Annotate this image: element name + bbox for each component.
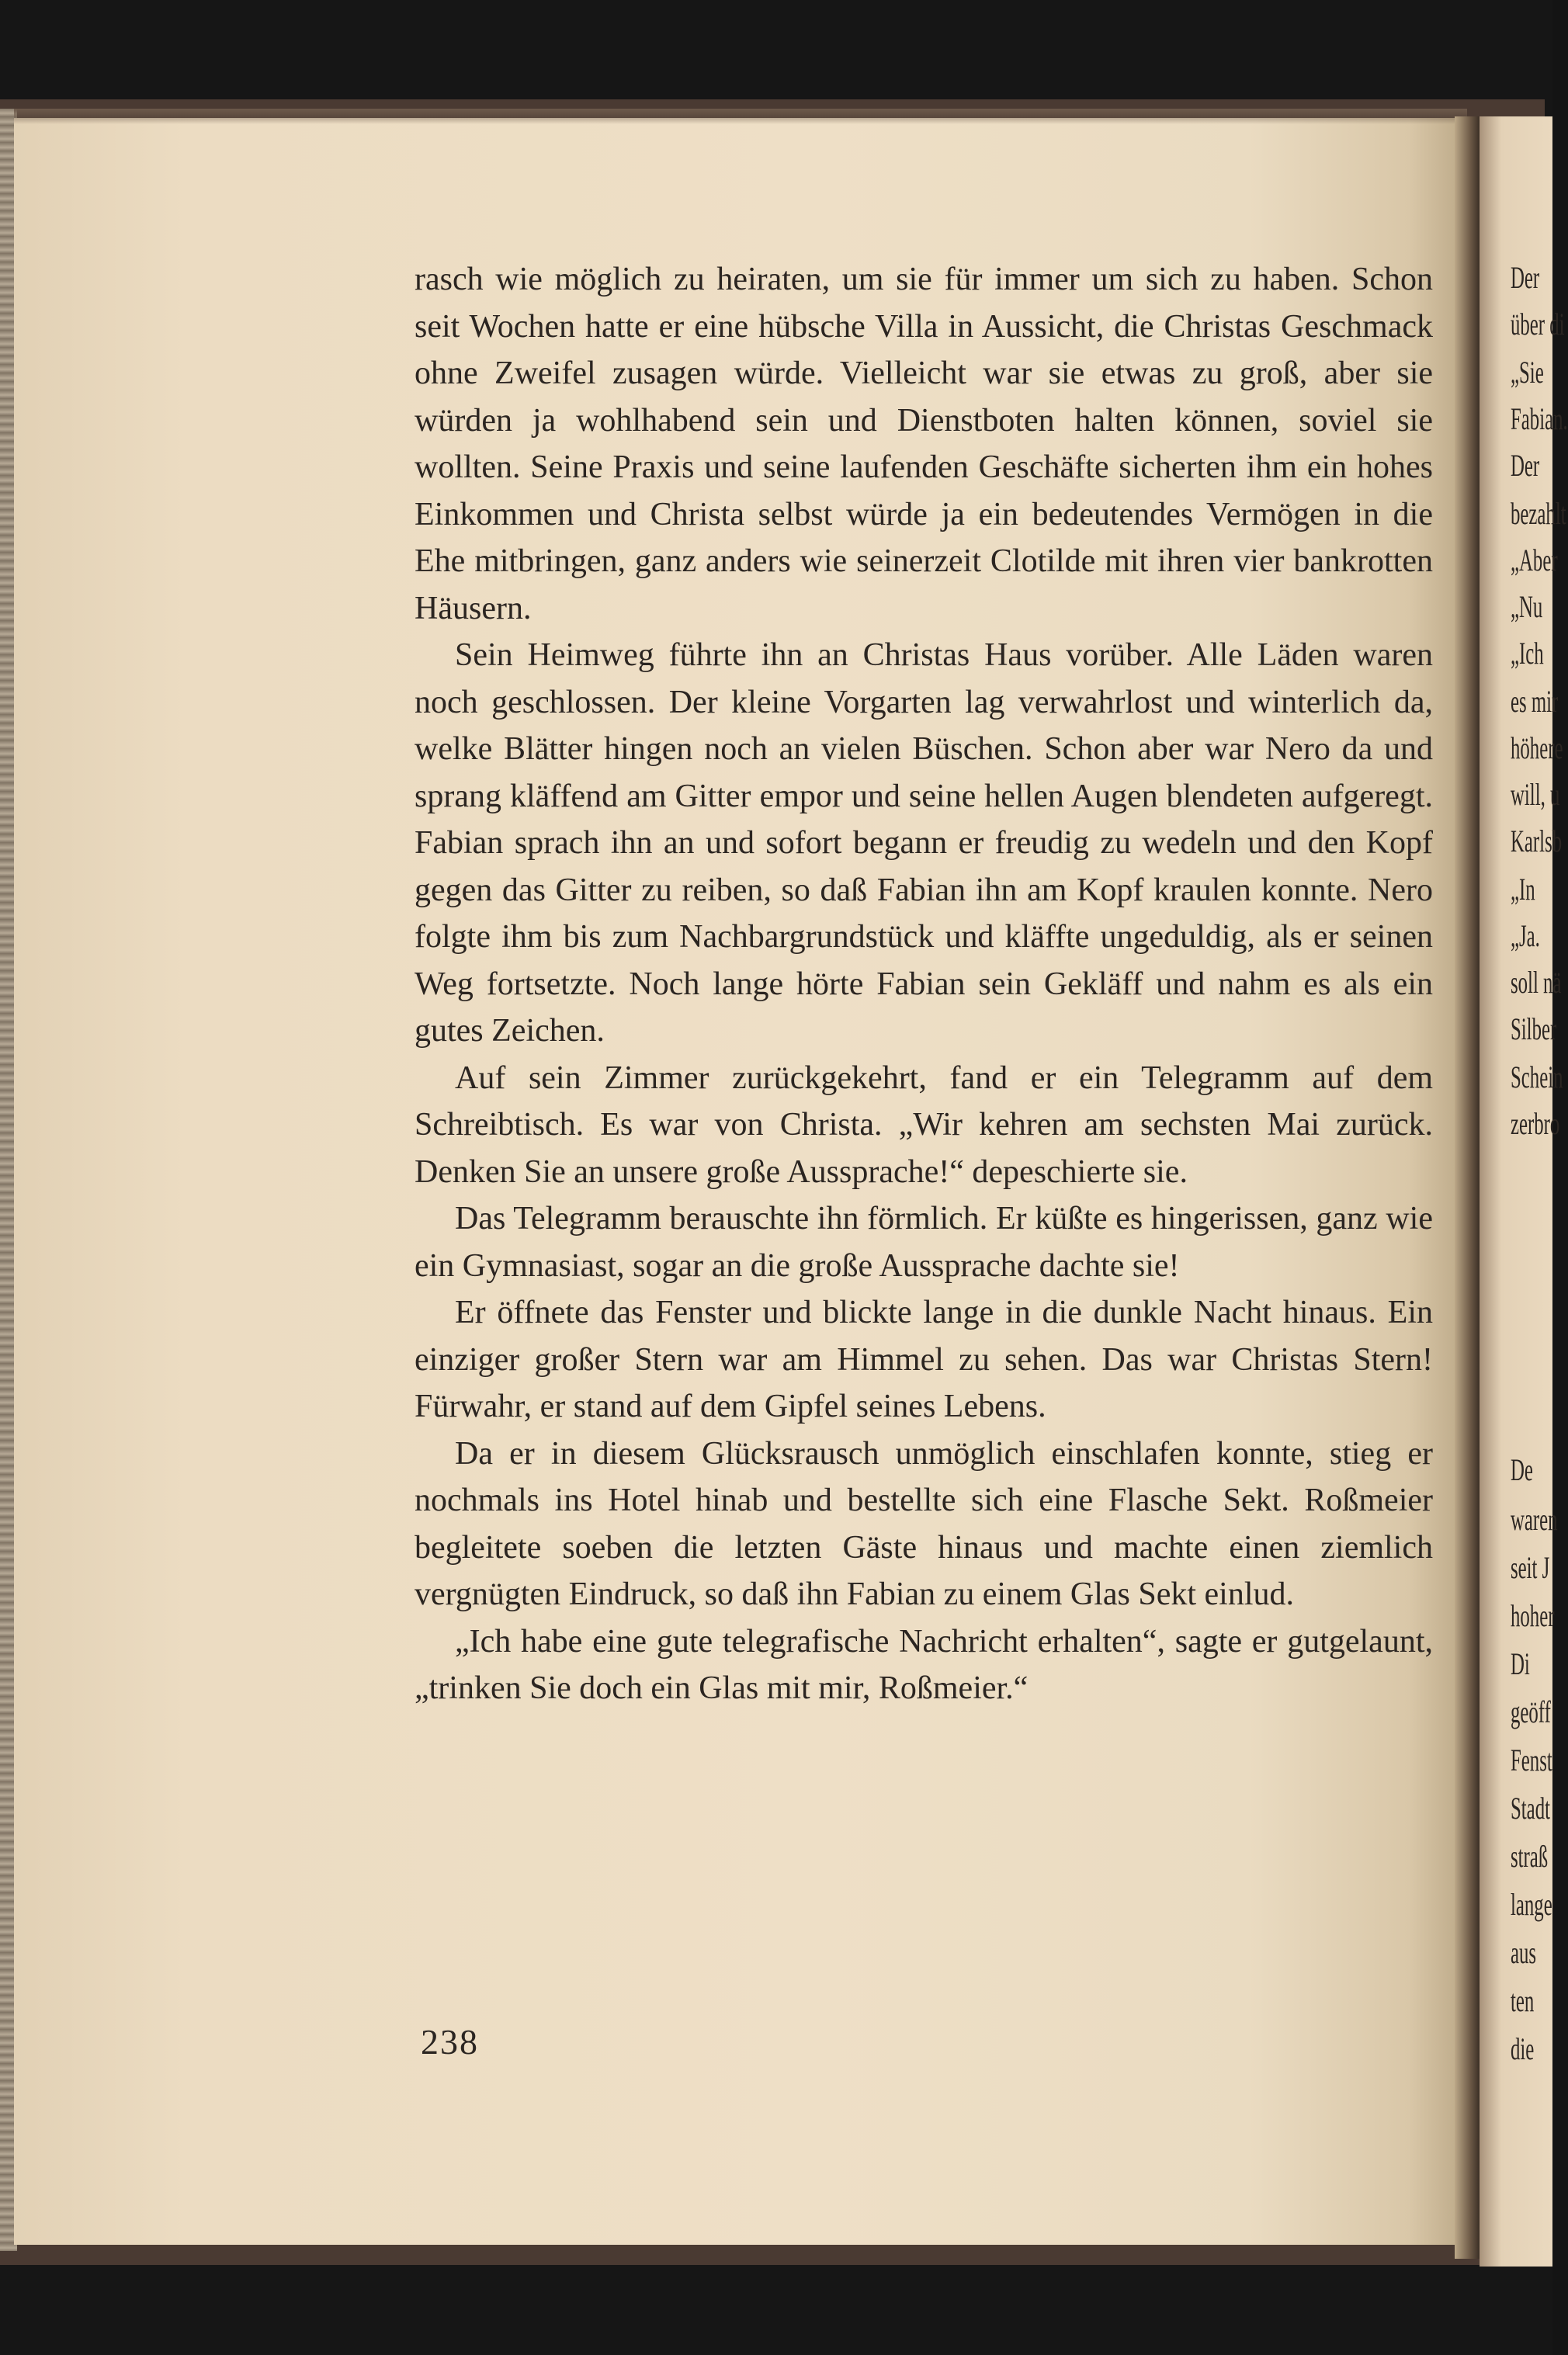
facing-page-fragment: lange bbox=[1511, 1887, 1552, 1922]
facing-page-fragment: aus bbox=[1511, 1935, 1537, 1970]
facing-page-fragment: „Sie bbox=[1511, 355, 1544, 390]
facing-page bbox=[1480, 116, 1568, 2267]
facing-page-fragment: Stadt bbox=[1511, 1791, 1550, 1826]
page-shadow bbox=[14, 109, 1467, 124]
facing-page-fragment: „Aber bbox=[1511, 543, 1558, 577]
facing-page-fragment: Schein bbox=[1511, 1060, 1563, 1094]
facing-page-fragment: Fenst bbox=[1511, 1743, 1552, 1778]
page-number: 238 bbox=[421, 2022, 479, 2062]
facing-page-fragment: Karlsb bbox=[1511, 824, 1563, 858]
facing-page-fragment: waren bbox=[1511, 1502, 1558, 1537]
facing-page-fragment: Fabian. bbox=[1511, 401, 1568, 436]
facing-page-fragment: Silber bbox=[1511, 1011, 1557, 1046]
facing-page-fragment: Der bbox=[1511, 448, 1540, 483]
body-text bbox=[415, 256, 1433, 1712]
facing-page-fragment: soll nä bbox=[1511, 965, 1562, 1000]
facing-page-fragment: seit J bbox=[1511, 1550, 1550, 1585]
facing-page-fragment: will, u bbox=[1511, 777, 1560, 812]
facing-page-fragment: die bbox=[1511, 2031, 1535, 2066]
facing-page-fragment: über di bbox=[1511, 307, 1565, 342]
facing-page-fragment: höhere bbox=[1511, 730, 1563, 765]
book-gutter bbox=[1455, 116, 1483, 2259]
facing-page-fragment: „In bbox=[1511, 872, 1535, 907]
facing-page-fragment: ten bbox=[1511, 1983, 1535, 2018]
facing-page-fragment: De bbox=[1511, 1452, 1533, 1487]
paragraph: Sein Heimweg führte ihn an Christas Haus vorüber. Alle Läden waren noch geschlossen. Der kleine Vorgarten lag verwahrlost und winterlich da, welke Blätter hingen noch an vielen Büschen. Schon aber war Nero da und sprang kläffend am Gitter empor und seine hellen Augen blendeten aufgeregt. Fabian sprach ihn an und sofort begann er freudig zu wedeln und den Kopf gegen das Gitter zu reiben, so daß Fabian ihn am Kopf kraulen konnte. Nero folgte ihm bis zum Nachbargrundstück und kläffte ungeduldig, als er seinen Weg fortsetzte. Noch lange hörte Fabian sein Gekläff und nahm es als ein gutes Zeichen. bbox=[415, 637, 1433, 1049]
paragraph: Das Telegramm berauschte ihn förmlich. Er küßte es hingerissen, ganz wie ein Gymnasiast, sogar an die große Aussprache dachte sie! bbox=[415, 1201, 1433, 1284]
facing-page-fragment: geöff bbox=[1511, 1694, 1551, 1729]
facing-page-fragment: Der bbox=[1511, 260, 1540, 295]
facing-page-fragment: „Nu bbox=[1511, 589, 1543, 624]
facing-page-fragment: hoher bbox=[1511, 1598, 1555, 1633]
facing-page-fragment: „Ja. bbox=[1511, 918, 1540, 953]
paragraph: Er öffnete das Fenster und blickte lange in die dunkle Nacht hinaus. Ein einziger großer Stern war am Himmel zu sehen. Das war Christas Stern! Fürwahr, er stand auf dem Gipfel seines Lebens. bbox=[415, 1295, 1433, 1424]
facing-page-fragment: bezahlt bbox=[1511, 496, 1566, 531]
facing-page-fragment: straß bbox=[1511, 1839, 1549, 1874]
facing-page-fragment: Di bbox=[1511, 1646, 1530, 1681]
paragraph: Da er in diesem Glücksrausch unmöglich einschlafen konnte, stieg er nochmals ins Hotel hinab und bestellte sich eine Flasche Sekt. Roßmeier begleitete soeben die letzten Gäste hinaus und machte einen ziemlich vergnügten Eindruck, so daß ihn Fabian zu einem Glas Sekt einlud. bbox=[415, 1435, 1433, 1612]
facing-page-fragment: es mir bbox=[1511, 684, 1559, 719]
paragraph: Auf sein Zimmer zurückgekehrt, fand er ein Telegramm auf dem Schreibtisch. Es war von Christa. „Wir kehren am sechsten Mai zurück. Denken Sie an unsere große Aussprache!“ depeschierte sie. bbox=[415, 1060, 1433, 1190]
paragraph: rasch wie möglich zu heiraten, um sie für immer um sich zu haben. Schon seit Wochen hatte er eine hübsche Villa in Aussicht, die Christas Geschmack ohne Zweifel zusagen würde. Vielleicht war sie etwas zu groß, aber sie würden ja wohlhabend sein und Dienstboten halten können, soviel sie wollten. Seine Praxis und seine laufenden Geschäfte sicherten ihm ein hohes Einkommen und Christa selbst würde ja ein bedeutendes Vermögen in die Ehe mitbringen, ganz anders wie seinerzeit Clotilde mit ihren vier bankrotten Häusern. bbox=[415, 262, 1433, 626]
paragraph: „Ich habe eine gute telegrafische Nachricht erhalten“, sagte er gutgelaunt, „trinken Sie doch ein Glas mit mir, Roßmeier.“ bbox=[415, 1623, 1433, 1706]
facing-page-fragment: zerbro bbox=[1511, 1106, 1560, 1141]
facing-page-fragment: „Ich bbox=[1511, 636, 1544, 671]
